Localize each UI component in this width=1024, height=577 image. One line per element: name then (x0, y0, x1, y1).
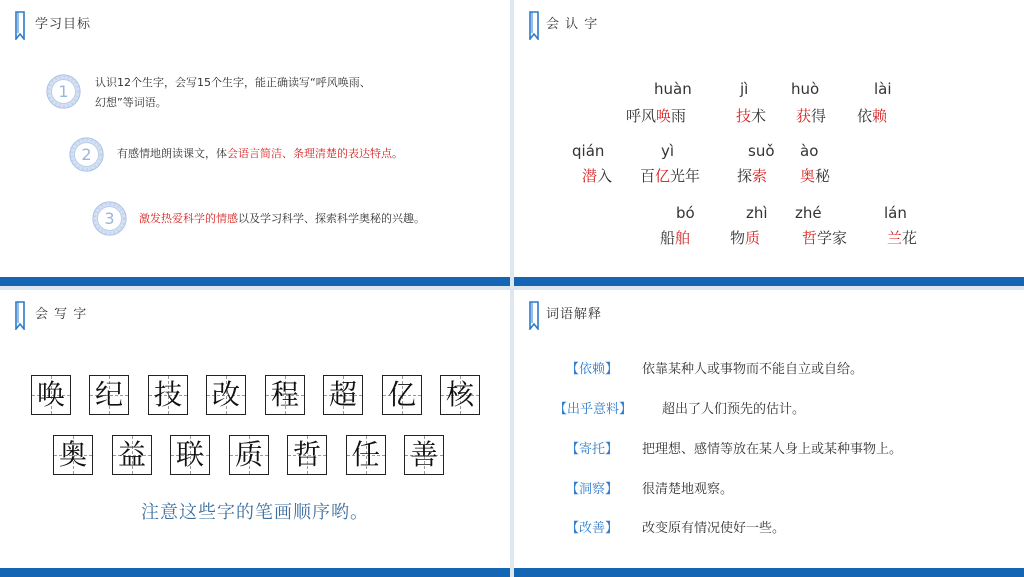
goal-number: 2 (81, 145, 92, 164)
slide-word-explanations[interactable] (514, 290, 1024, 577)
definition: 超出了人们预先的估计。 (662, 402, 806, 417)
slide-write-characters[interactable] (0, 290, 510, 577)
char-grid-box: 亿 (382, 375, 422, 415)
word: 探索 (737, 167, 768, 185)
slide-footer-bar (514, 277, 1024, 286)
slide-recognize-characters[interactable] (514, 0, 1024, 286)
term: 【寄托】 (566, 442, 619, 457)
definition: 改变原有情况使好一些。 (642, 521, 786, 536)
char-grid-box: 唤 (31, 375, 71, 415)
pinyin: bó (676, 204, 695, 222)
char-grid-box: 核 (440, 375, 480, 415)
pinyin: jì (740, 80, 749, 98)
slide-footer-bar (0, 568, 510, 577)
pinyin: qián (572, 142, 605, 160)
term: 【改善】 (566, 521, 619, 536)
pinyin: zhì (746, 204, 768, 222)
goal-number: 3 (104, 209, 115, 228)
bookmark-icon (15, 11, 25, 40)
pinyin: yì (661, 142, 675, 160)
char-grid-box: 纪 (89, 375, 129, 415)
char-grid-box: 益 (112, 435, 152, 475)
goal-number: 1 (58, 82, 69, 101)
char-grid-box: 改 (206, 375, 246, 415)
pinyin: ào (800, 142, 819, 160)
pinyin: lài (874, 80, 892, 98)
word: 物质 (730, 229, 761, 247)
pinyin: zhé (795, 204, 822, 222)
term: 【洞察】 (566, 482, 619, 497)
word: 技术 (736, 107, 767, 125)
definition: 依靠某种人或事物而不能自立或自给。 (642, 362, 864, 377)
pinyin: lán (884, 204, 907, 222)
bookmark-icon (529, 11, 539, 40)
slide-title: 会 写 字 (35, 307, 88, 322)
char-grid-box: 质 (229, 435, 269, 475)
word: 呼风唤雨 (626, 107, 687, 125)
definition: 把理想、感情等放在某人身上或某种事物上。 (642, 442, 903, 457)
word: 百亿光年 (640, 167, 701, 185)
bookmark-icon (529, 301, 539, 330)
char-grid-box: 联 (170, 435, 210, 475)
char-grid-box: 任 (346, 435, 386, 475)
definition: 很清楚地观察。 (642, 482, 734, 497)
slide-footer-bar (0, 277, 510, 286)
char-grid-box: 技 (148, 375, 188, 415)
char-grid-box: 奥 (53, 435, 93, 475)
char-grid-box: 程 (265, 375, 305, 415)
goal-1-text: 认识12个生字，会写15个生字，能正确读写“呼风唤雨、 幻想”等词语。 (95, 76, 371, 109)
slide-title: 会 认 字 (546, 17, 599, 32)
pinyin: suǒ (748, 142, 775, 160)
slide-title: 词语解释 (546, 307, 603, 322)
stroke-order-note: 注意这些字的笔画顺序哟。 (141, 502, 369, 523)
word: 奥秘 (800, 167, 831, 185)
bookmark-icon (15, 301, 25, 330)
word: 兰花 (887, 229, 918, 247)
char-grid-box: 超 (323, 375, 363, 415)
slide-footer-bar (514, 568, 1024, 577)
goal-3-text: 激发热爱科学的情感以及学习科学、探索科学奥秘的兴趣。 (139, 212, 425, 225)
goal-2-text: 有感情地朗读课文，体会语言简洁、条理清楚的表达特点。 (117, 147, 403, 160)
pinyin: huò (791, 80, 820, 98)
term: 【出乎意料】 (554, 402, 633, 417)
char-grid-box: 善 (404, 435, 444, 475)
slide-title: 学习目标 (35, 17, 92, 32)
word: 获得 (796, 107, 827, 125)
word: 船舶 (660, 229, 691, 247)
slide-learning-goals[interactable] (0, 0, 510, 286)
char-grid-box: 哲 (287, 435, 327, 475)
word: 潜入 (582, 167, 613, 185)
pinyin: huàn (654, 80, 692, 98)
word: 哲学家 (802, 229, 848, 247)
term: 【依赖】 (566, 362, 619, 377)
word: 依赖 (857, 107, 888, 125)
